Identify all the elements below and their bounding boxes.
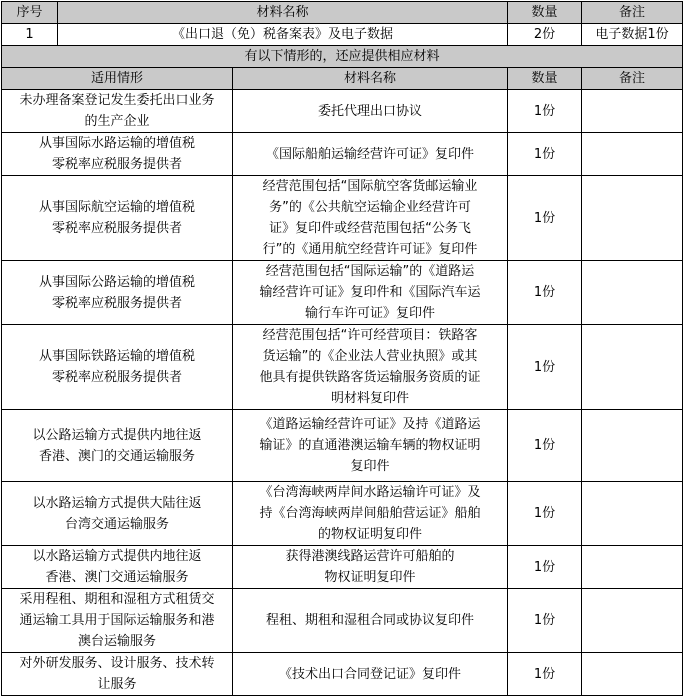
table-row xyxy=(2,653,683,696)
table-row xyxy=(2,24,683,46)
situation-cell xyxy=(2,90,233,133)
note-cell xyxy=(582,90,683,133)
material-cell xyxy=(233,133,508,176)
text-line: 输经营许可证》复印件和《国际汽车运 xyxy=(259,285,481,300)
text-line: 《道路运输经营许可证》及持《道路运 xyxy=(259,417,481,432)
note-cell xyxy=(582,325,683,410)
text-line: 零税率应税服务提供者 xyxy=(51,221,182,236)
first-row-material: 《出口退（免）税备案表》及电子数据 xyxy=(58,24,508,46)
section-title: 有以下情形的，还应提供相应材料 xyxy=(2,46,683,68)
note-cell xyxy=(582,482,683,546)
note-cell xyxy=(582,176,683,261)
note-cell xyxy=(582,546,683,589)
text-line: 零税率应税服务提供者 xyxy=(51,370,182,385)
header-qty: 数量 xyxy=(508,2,582,24)
text-line: 《国际船舶运输经营许可证》复印件 xyxy=(266,146,475,162)
text-line: 货运输”的《企业法人营业执照》或其 xyxy=(262,349,478,364)
text-line: 《技术出口合同登记证》复印件 xyxy=(279,666,462,682)
qty-cell: 1份 xyxy=(508,133,582,176)
situation-cell xyxy=(2,133,233,176)
text-line: 《台湾海峡两岸间水路运输许可证》及 xyxy=(259,485,481,500)
text-line: 的生产企业 xyxy=(84,114,150,129)
table-row xyxy=(2,410,683,482)
qty-cell: 1份 xyxy=(508,261,582,325)
rows-body xyxy=(2,90,683,696)
sub-header-material: 材料名称 xyxy=(233,68,508,90)
note-cell xyxy=(582,133,683,176)
header-seq: 序号 xyxy=(2,2,58,24)
section-row xyxy=(2,46,683,68)
table-row xyxy=(2,261,683,325)
text-line: 程租、期租和湿租合同或协议复印件 xyxy=(266,613,475,628)
header-note: 备注 xyxy=(582,2,683,24)
material-cell xyxy=(233,589,508,653)
text-line: 证》复印件或经营范围包括“公务飞 xyxy=(269,221,471,236)
situation-cell xyxy=(2,589,233,653)
text-line: 持《台湾海峡两岸间船舶营运证》船舶 xyxy=(259,506,481,521)
situation-cell xyxy=(2,482,233,546)
text-line: 从事国际航空运输的增值税 xyxy=(38,200,195,215)
text-line: 经营范围包括“许可经营项目：铁路客 xyxy=(262,328,478,343)
first-row-qty: 2份 xyxy=(508,24,582,46)
text-line: 行”的《通用航空经营许可证》复印件 xyxy=(262,242,478,257)
note-cell xyxy=(582,653,683,696)
first-row-seq: 1 xyxy=(2,24,58,46)
table-row xyxy=(2,546,683,589)
text-line: 零税率应税服务提供者 xyxy=(51,157,182,172)
text-line: 经营范围包括“国际航空客货邮运输业 xyxy=(262,179,478,194)
text-line: 从事国际水路运输的增值税 xyxy=(38,136,195,151)
text-line: 输行车许可证》复印件 xyxy=(305,306,436,321)
material-cell xyxy=(233,325,508,410)
table-row xyxy=(2,325,683,410)
text-line: 以水路运输方式提供内地往返 xyxy=(32,549,202,564)
sub-header-qty: 数量 xyxy=(508,68,582,90)
text-line: 对外研发服务、设计服务、技术转 xyxy=(19,656,215,671)
text-line: 香港、澳门的交通运输服务 xyxy=(38,448,195,464)
situation-cell xyxy=(2,325,233,410)
material-cell xyxy=(233,410,508,482)
text-line: 他具有提供铁路客货运输服务资质的证 xyxy=(259,370,481,385)
text-line: 采用程租、期租和湿租方式租赁交 xyxy=(19,592,215,607)
text-line: 从事国际铁路运输的增值税 xyxy=(38,349,195,364)
qty-cell: 1份 xyxy=(508,653,582,696)
text-line: 香港、澳门交通运输服务 xyxy=(45,570,189,585)
material-cell xyxy=(233,90,508,133)
table-row xyxy=(2,589,683,653)
text-line: 务”的《公共航空运输企业经营许可 xyxy=(269,200,471,215)
text-line: 从事国际公路运输的增值税 xyxy=(38,274,195,290)
situation-cell xyxy=(2,261,233,325)
sub-header-situation: 适用情形 xyxy=(2,68,233,90)
qty-cell: 1份 xyxy=(508,176,582,261)
situation-cell xyxy=(2,546,233,589)
qty-cell: 1份 xyxy=(508,325,582,410)
material-cell xyxy=(233,546,508,589)
table-row xyxy=(2,176,683,261)
text-line: 零税率应税服务提供者 xyxy=(51,295,182,311)
material-cell xyxy=(233,482,508,546)
text-line: 以水路运输方式提供大陆往返 xyxy=(32,495,202,511)
qty-cell: 1份 xyxy=(508,589,582,653)
table-row xyxy=(2,133,683,176)
text-line: 复印件 xyxy=(350,459,390,474)
qty-cell: 1份 xyxy=(508,410,582,482)
text-line: 澳台运输服务 xyxy=(77,634,156,649)
sub-header-row xyxy=(2,68,683,90)
qty-cell: 1份 xyxy=(508,90,582,133)
situation-cell xyxy=(2,410,233,482)
text-line: 以公路运输方式提供内地往返 xyxy=(32,427,202,443)
note-cell xyxy=(582,589,683,653)
text-line: 委托代理出口协议 xyxy=(318,103,423,119)
text-line: 明材料复印件 xyxy=(331,391,410,406)
header-material: 材料名称 xyxy=(58,2,508,24)
text-line: 未办理备案登记发生委托出口业务 xyxy=(19,93,215,108)
text-line: 输证》的直通港澳运输车辆的物权证明 xyxy=(259,438,481,453)
text-line: 让服务 xyxy=(97,677,137,692)
qty-cell: 1份 xyxy=(508,482,582,546)
text-line: 经营范围包括“国际运输”的《道路运 xyxy=(265,264,475,279)
text-line: 获得港澳线路运营许可船舶的 xyxy=(285,549,455,564)
qty-cell: 1份 xyxy=(508,546,582,589)
table-row xyxy=(2,90,683,133)
material-cell xyxy=(233,176,508,261)
text-line: 物权证明复印件 xyxy=(324,570,416,585)
first-row-note: 电子数据1份 xyxy=(582,24,683,46)
note-cell xyxy=(582,261,683,325)
sub-header-note: 备注 xyxy=(582,68,683,90)
situation-cell xyxy=(2,176,233,261)
situation-cell xyxy=(2,653,233,696)
material-cell xyxy=(233,653,508,696)
table-row xyxy=(2,482,683,546)
materials-table xyxy=(1,1,683,696)
text-line: 的物权证明复印件 xyxy=(318,527,423,542)
text-line: 台湾交通运输服务 xyxy=(64,516,169,532)
text-line: 通运输工具用于国际运输服务和港 xyxy=(19,613,215,628)
material-cell xyxy=(233,261,508,325)
header-row xyxy=(2,2,683,24)
note-cell xyxy=(582,410,683,482)
